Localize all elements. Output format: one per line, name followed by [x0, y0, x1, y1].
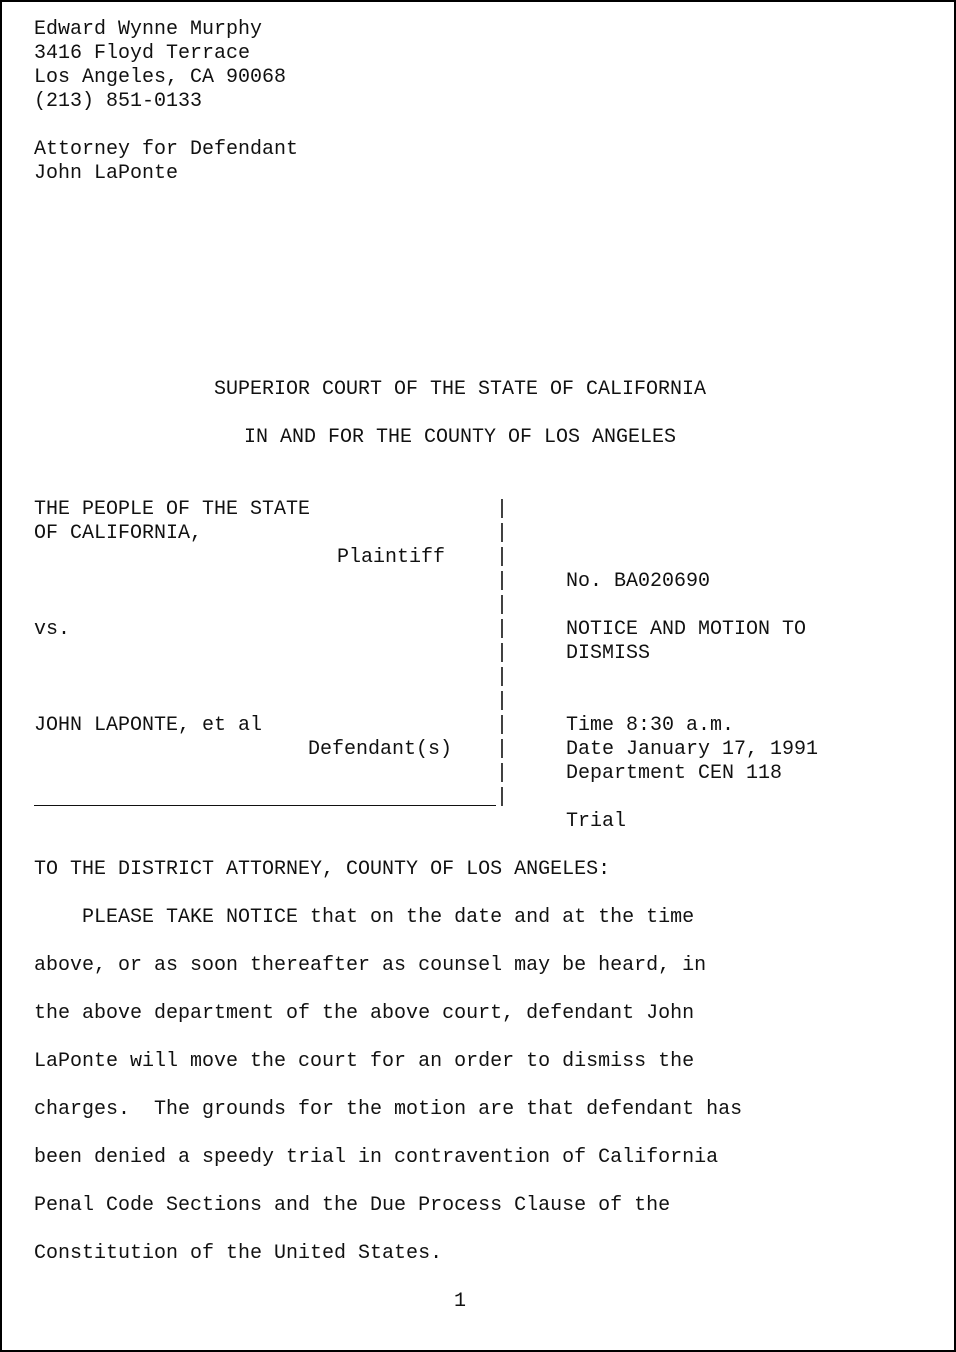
caption-divider: | — [496, 522, 509, 545]
trial-label: Trial — [566, 810, 627, 833]
plaintiff-line-2: OF CALIFORNIA, — [34, 522, 203, 545]
document-title-line-2: DISMISS — [566, 642, 651, 665]
caption-divider: | — [496, 786, 509, 809]
defendant-label: Defendant(s) — [308, 738, 453, 761]
court-county: IN AND FOR THE COUNTY OF LOS ANGELES — [243, 426, 677, 449]
body-line: charges. The grounds for the motion are that defendant has — [34, 1098, 743, 1121]
caption-divider: | — [496, 618, 509, 641]
plaintiff-label: Plaintiff — [337, 546, 446, 569]
caption-divider: | — [496, 714, 509, 737]
caption-divider: | — [496, 666, 509, 689]
attorney-city: Los Angeles, CA 90068 — [34, 66, 287, 89]
hearing-date: Date January 17, 1991 — [566, 738, 819, 761]
caption-divider: | — [496, 498, 509, 521]
body-line: Constitution of the United States. — [34, 1242, 443, 1265]
addressee-line: TO THE DISTRICT ATTORNEY, COUNTY OF LOS ANGELES: — [34, 858, 611, 881]
body-line: PLEASE TAKE NOTICE that on the date and at the time — [34, 906, 695, 929]
body-line: LaPonte will move the court for an order to dismiss the — [34, 1050, 695, 1073]
body-line: above, or as soon thereafter as counsel may be heard, in — [34, 954, 707, 977]
caption-divider: | — [496, 642, 509, 665]
document-title-line-1: NOTICE AND MOTION TO — [566, 618, 807, 641]
court-title: SUPERIOR COURT OF THE STATE OF CALIFORNIA — [213, 378, 707, 401]
hearing-time: Time 8:30 a.m. — [566, 714, 735, 737]
caption-divider: | — [496, 546, 509, 569]
attorney-phone: (213) 851-0133 — [34, 90, 203, 113]
attorney-name: Edward Wynne Murphy — [34, 18, 263, 41]
page-number: 1 — [453, 1290, 466, 1313]
defendant-name: JOHN LAPONTE, et al — [34, 714, 263, 737]
hearing-department: Department CEN 118 — [566, 762, 783, 785]
caption-divider: | — [496, 570, 509, 593]
caption-divider: | — [496, 594, 509, 617]
caption-divider: | — [496, 738, 509, 761]
plaintiff-line-1: THE PEOPLE OF THE STATE — [34, 498, 311, 521]
body-line: the above department of the above court, defendant John — [34, 1002, 695, 1025]
case-number: No. BA020690 — [566, 570, 711, 593]
caption-divider: | — [496, 690, 509, 713]
caption-divider: | — [496, 762, 509, 785]
body-line: Penal Code Sections and the Due Process Clause of the — [34, 1194, 671, 1217]
attorney-client: John LaPonte — [34, 162, 179, 185]
attorney-street: 3416 Floyd Terrace — [34, 42, 251, 65]
body-line: been denied a speedy trial in contravention of California — [34, 1146, 719, 1169]
attorney-role: Attorney for Defendant — [34, 138, 299, 161]
versus-label: vs. — [34, 618, 71, 641]
caption-bottom-rule — [34, 805, 496, 806]
